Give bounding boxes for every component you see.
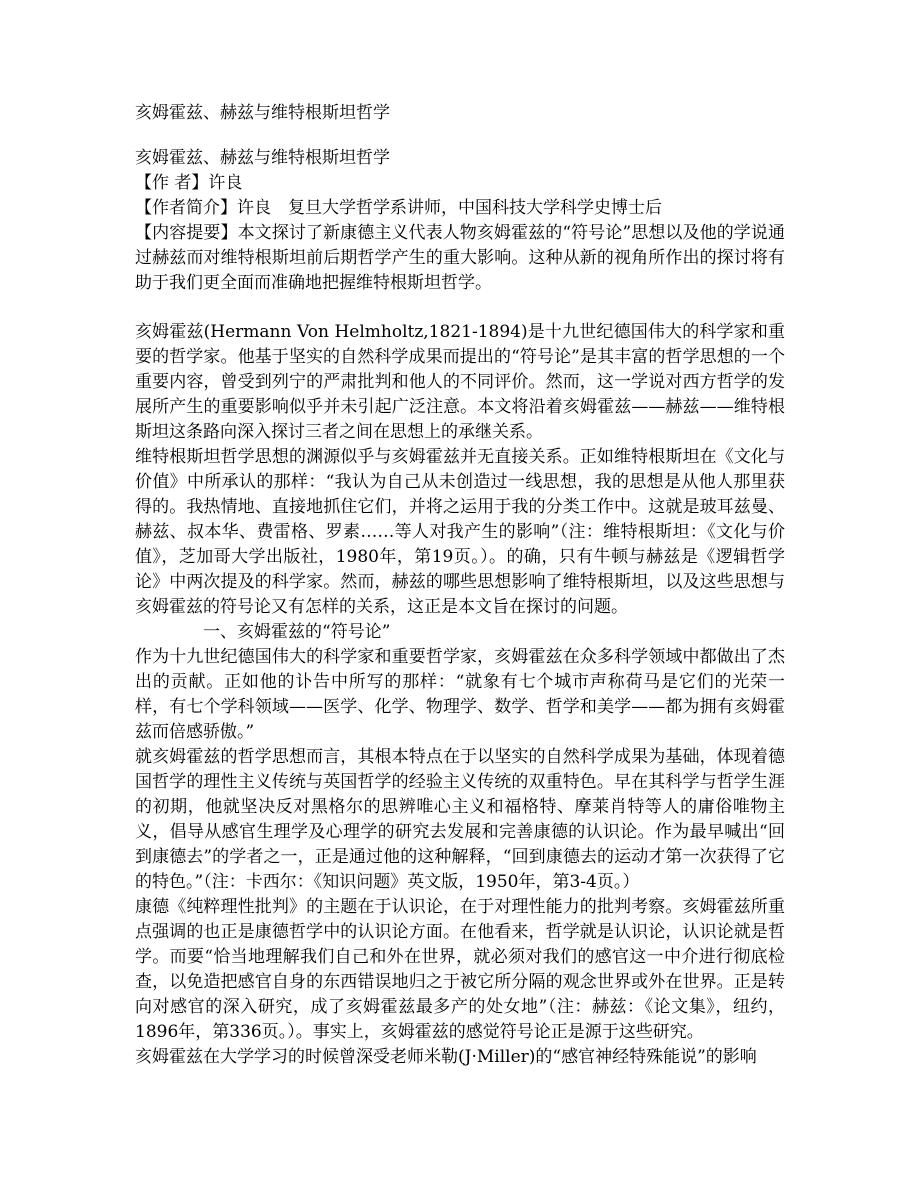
author-line: 【作 者】许良 xyxy=(135,173,243,193)
body-paragraph: 康德《纯粹理性批判》的主题在于认识论，在于对理性能力的批判考察。亥姆霍兹所重点强调的也正是康德哲学中的认识论方面。在他看来，哲学就是认识论，认识论就是哲学。而要“恰当地理解我们自己和外在世界，就必须对我们的感官这一中介进行彻底检查，以免造把感官自身的东西错误地归之于被它所分隔的观念世界或外在世界。正是转向对感官的深入研究，成了亥姆霍兹最多产的处女地”（注：赫兹：《论文集》，纽约，1896年，第336页。）。事实上，亥姆霍兹的感觉符号论正是源于这些研究。 xyxy=(135,897,785,1042)
body-paragraph: 亥姆霍兹(Hermann Von Helmholtz,1821-1894)是十九世纪德国伟大的科学家和重要的哲学家。他基于坚实的自然科学成果而提出的“符号论”是其丰富的哲学思想的一个重要内容，曾受到列宁的严肃批判和他人的不同评价。然而，这一学说对西方哲学的发展所产生的重要影响似乎并未引起广泛注意。本文将沿着亥姆霍兹——赫兹——维特根斯坦这条路向深入探讨三者之间在思想上的承继关系。 xyxy=(135,322,785,442)
spacer xyxy=(135,296,785,320)
body-paragraph: 就亥姆霍兹的哲学思想而言，其根本特点在于以坚实的自然科学成果为基础，体现着德国哲学的理性主义传统与英国哲学的经验主义传统的双重特色。早在其科学与哲学生涯的初期，他就坚决反对黑格尔的思辨唯心主义和福格特、摩莱肖特等人的庸俗唯物主义，倡导从感官生理学及心理学的研究去发展和完善康德的认识论。作为最早喊出“回到康德去”的学者之一，正是通过他的这种解释，“回到康德去的运动才第一次获得了它的特色。”（注：卡西尔：《知识问题》英文版，1950年，第3-4页。） xyxy=(135,747,785,892)
author-bio-line: 【作者简介】许良 复旦大学哲学系讲师，中国科技大学科学史博士后 xyxy=(135,198,662,218)
article-title: 亥姆霍兹、赫兹与维特根斯坦哲学 xyxy=(135,148,390,168)
document-title: 亥姆霍兹、赫兹与维特根斯坦哲学 xyxy=(135,103,390,123)
body-paragraph: 作为十九世纪德国伟大的科学家和重要哲学家，亥姆霍兹在众多科学领域中都做出了杰出的贡献。正如他的讣告中所写的那样：“就象有七个城市声称荷马是它们的光荣一样，有七个学科领域——医学、化学、物理学、数学、哲学和美学——都为拥有亥姆霍兹而倍感骄傲。” xyxy=(135,647,785,742)
section-heading: 一、亥姆霍兹的“符号论” xyxy=(203,622,391,642)
document-page xyxy=(135,100,785,1070)
spacer xyxy=(135,126,785,145)
abstract-paragraph: 【内容提要】本文探讨了新康德主义代表人物亥姆霍兹的“符号论”思想以及他的学说通过赫兹而对维特根斯坦前后期哲学产生的重大影响。这种从新的视角所作出的探讨将有助于我们更全面而准确地把握维特根斯坦哲学。 xyxy=(135,223,785,293)
body-paragraph: 亥姆霍兹在大学学习的时候曾深受老师米勒(J·Miller)的“感官神经特殊能说”的影响 xyxy=(135,1047,757,1067)
body-paragraph: 维特根斯坦哲学思想的渊源似乎与亥姆霍兹并无直接关系。正如维特根斯坦在《文化与价值》中所承认的那样：“我认为自己从未创造过一线思想，我的思想是从他人那里获得的。我热情地、直接地抓住它们，并将之运用于我的分类工作中。这就是玻耳兹曼、赫兹、叔本华、费雷格、罗素……等人对我产生的影响”（注：维特根斯坦：《文化与价值》，芝加哥大学出版社，1980年，第19页。）。的确，只有牛顿与赫兹是《逻辑哲学论》中两次提及的科学家。然而，赫兹的哪些思想影响了维特根斯坦，以及这些思想与亥姆霍兹的符号论又有怎样的关系，这正是本文旨在探讨的问题。 xyxy=(135,447,785,617)
